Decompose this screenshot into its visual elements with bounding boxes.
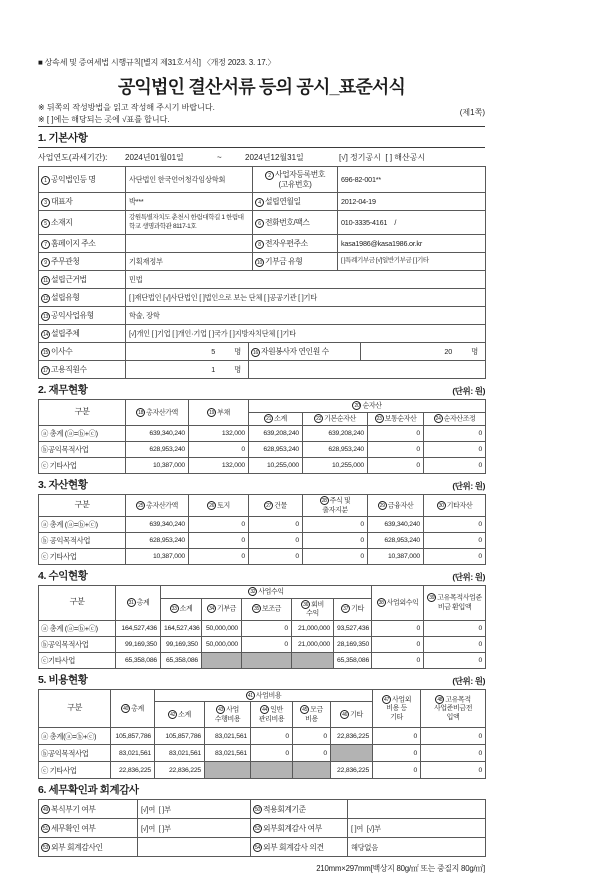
amount-cell: 628,953,240 xyxy=(249,442,303,458)
amount-cell: 10,387,000 xyxy=(126,549,189,565)
field-number: 14 xyxy=(41,330,50,339)
amount-cell: 0 xyxy=(424,636,486,652)
amount-cell: 99,169,350 xyxy=(161,636,202,652)
regulation-notice: ■ 상속세 및 증여세법 시행규칙[별지 제31호서식] 〈개정 2023. 3. 17.〉 xyxy=(38,58,276,67)
field-number: 10 xyxy=(255,258,264,267)
amount-cell: 83,021,561 xyxy=(205,728,251,745)
col-header-total: 31 총계 xyxy=(116,586,161,621)
establishment-type-checkboxes: [ ]재단법인 [√]사단법인 [ ]법인으로 보는 단체 [ ]공공기관 [ ]기타 xyxy=(126,289,486,307)
row-label-total: ⓐ 총계 (ⓐ=ⓑ+ⓒ) xyxy=(39,620,116,636)
period-start-date: 2024년01월01일 xyxy=(125,152,184,162)
field-number: 16 xyxy=(251,348,260,357)
amount-cell: 0 xyxy=(421,728,486,745)
amount-cell: 0 xyxy=(372,652,424,668)
amount-cell: 628,953,240 xyxy=(126,533,189,549)
col-header-fundraising-expenses: 45 모금 비용 xyxy=(293,702,331,728)
row-label-public-purpose: ⓑ 공익목적사업 xyxy=(39,533,126,549)
blocked-cell xyxy=(205,762,251,779)
basic-info-table-a xyxy=(38,166,486,271)
business-year-label: 사업연도(과세기간): xyxy=(38,152,108,162)
col-header-program-expenses: 43 사업 수행비용 xyxy=(205,702,251,728)
col-header-gubun: 구분 xyxy=(39,689,111,728)
amount-cell: 0 xyxy=(189,442,249,458)
field-number: 17 xyxy=(41,366,50,375)
amount-cell: 50,000,000 xyxy=(202,620,242,636)
field-label-tax-confirmation: 51 세무확인 여부 xyxy=(39,819,138,838)
amount-cell: 0 xyxy=(249,549,303,565)
col-header-gubun: 구분 xyxy=(39,495,126,517)
row-label-other-business: ⓒ 기타사업 xyxy=(39,762,111,779)
field-number: 12 xyxy=(41,294,50,303)
field-label-external-auditor: 53 외부 회계감사인 xyxy=(39,838,138,857)
section-2-title: 2. 재무현황 xyxy=(38,384,88,396)
amount-cell: 639,340,240 xyxy=(368,517,424,533)
amount-cell: 0 xyxy=(189,517,249,533)
amount-cell: 164,527,436 xyxy=(161,620,202,636)
field-label-email: 8 전자우편주소 xyxy=(253,235,338,253)
col-header-subtotal: 33 소계 xyxy=(161,598,202,620)
instruction-line-1: ※ 뒤쪽의 작성방법을 읽고 작성해 주시기 바랍니다. xyxy=(38,103,215,112)
amount-cell: 0 xyxy=(424,533,486,549)
amount-cell: 639,208,240 xyxy=(249,426,303,442)
amount-cell: 10,387,000 xyxy=(126,458,189,474)
amount-cell: 0 xyxy=(303,517,368,533)
section-6-heading xyxy=(38,779,485,799)
col-header-gubun: 구분 xyxy=(39,400,126,426)
section-2-heading xyxy=(38,379,485,399)
accounting-standard-value xyxy=(348,800,486,819)
volunteers-count-value: 20 명 xyxy=(361,343,486,361)
col-header-reserve-transfer: 48 고유목적 사업준비금전 입액 xyxy=(421,689,486,728)
row-label-other-business: ⓒ기타사업 xyxy=(39,652,116,668)
col-header-land: 26 토지 xyxy=(189,495,249,517)
field-label-website: 7 홈페이지 주소 xyxy=(39,235,126,253)
amount-cell: 65,358,086 xyxy=(116,652,161,668)
field-number: 2 xyxy=(265,171,274,180)
unit-label: (단위: 원) xyxy=(452,675,485,686)
corp-name-value: 사단법인 한국언어청각임상학회 xyxy=(126,167,253,193)
col-header-other: 37 기타 xyxy=(334,598,372,620)
col-header-basic-net-assets: 22 기본순자산 xyxy=(303,413,368,426)
col-header-non-business-expenses: 47 사업외 비용 등 기타 xyxy=(373,689,421,728)
founding-date-value: 2012-04-19 xyxy=(338,193,486,211)
amount-cell: 0 xyxy=(424,517,486,533)
amount-cell: 0 xyxy=(424,620,486,636)
section-4-title: 4. 수익현황 xyxy=(38,570,88,582)
amount-cell: 99,169,350 xyxy=(116,636,161,652)
field-number: 4 xyxy=(255,198,264,207)
amount-cell: 22,836,225 xyxy=(331,762,373,779)
amount-cell: 0 xyxy=(373,762,421,779)
col-header-other: 46 기타 xyxy=(331,702,373,728)
field-label-volunteers-count: 16 자원봉사자 연인원 수 xyxy=(249,343,361,361)
amount-cell: 0 xyxy=(189,533,249,549)
amount-cell: 0 xyxy=(303,549,368,565)
field-label-founder-type: 14 설립주체 xyxy=(39,325,126,343)
external-auditor-value xyxy=(138,838,251,857)
amount-cell: 0 xyxy=(249,533,303,549)
amount-cell: 93,527,436 xyxy=(334,620,372,636)
section-1-heading xyxy=(38,126,485,148)
field-label-phone-fax: 6 전화번호/팩스 xyxy=(253,211,338,235)
col-header-other-assets: 30 기타자산 xyxy=(424,495,486,517)
blocked-cell xyxy=(202,652,242,668)
external-audit-checkboxes: [ ]여 [√]부 xyxy=(348,819,486,838)
col-header-building: 27 건물 xyxy=(249,495,303,517)
col-header-net-asset-adjustment: 24 순자산조정 xyxy=(424,413,486,426)
col-header-total-assets: 18 총자산가액 xyxy=(126,400,189,426)
amount-cell: 22,836,225 xyxy=(155,762,205,779)
col-header-financial-assets: 29 금융자산 xyxy=(368,495,424,517)
field-number: 7 xyxy=(41,240,50,249)
amount-cell: 628,953,240 xyxy=(303,442,368,458)
tilde: ~ xyxy=(217,152,222,162)
field-number: 13 xyxy=(41,312,50,321)
field-number: 5 xyxy=(41,219,50,228)
basic-info-table-c xyxy=(38,342,486,361)
instruction-line-2: ※ [ ]에는 해당되는 곳에 √표를 합니다. xyxy=(38,115,170,124)
amount-cell: 0 xyxy=(189,549,249,565)
double-entry-checkboxes: [√]여 [ ]부 xyxy=(138,800,251,819)
col-header-non-business-revenue: 38 사업외수익 xyxy=(372,586,424,621)
amount-cell: 0 xyxy=(368,426,424,442)
amount-cell: 0 xyxy=(293,745,331,762)
section-3-title: 3. 자산현황 xyxy=(38,479,88,491)
field-number: 11 xyxy=(41,276,50,285)
field-label-corp-name: 1 공익법인등 명 xyxy=(39,167,126,193)
field-label-external-audit: 52 외부회계감사 여부 xyxy=(251,819,348,838)
col-header-business-revenue: 32 사업수익 xyxy=(161,586,372,599)
field-label-business-reg-no: 2 사업자등록번호 (고유번호) xyxy=(253,167,338,193)
amount-cell: 0 xyxy=(373,745,421,762)
field-label-authority: 9 주무관청 xyxy=(39,253,126,271)
unit-label: (단위: 원) xyxy=(452,386,485,396)
amount-cell: 639,340,240 xyxy=(126,517,189,533)
directors-count-value: 5 명 xyxy=(126,343,249,361)
amount-cell: 0 xyxy=(372,636,424,652)
col-header-total: 40 총계 xyxy=(111,689,155,728)
amount-cell: 639,208,240 xyxy=(303,426,368,442)
field-label-audit-opinion: 54 외부 회계감사 의견 xyxy=(251,838,348,857)
amount-cell: 83,021,561 xyxy=(205,745,251,762)
field-label-representative: 3 대표자 xyxy=(39,193,126,211)
amount-cell: 0 xyxy=(368,458,424,474)
amount-cell: 628,953,240 xyxy=(126,442,189,458)
basic-info-table-b xyxy=(38,270,486,343)
amount-cell: 628,953,240 xyxy=(368,533,424,549)
col-header-reserve-reversal: 39 고유목적사업준 비금 환입액 xyxy=(424,586,486,621)
row-label-other-business: ⓒ 기타사업 xyxy=(39,458,126,474)
field-label-accounting-standard: 50 적용회계기준 xyxy=(251,800,348,819)
form-content xyxy=(38,57,485,874)
col-header-net-assets: 20 순자산 xyxy=(249,400,486,413)
row-label-other-business: ⓒ 기타사업 xyxy=(39,549,126,565)
field-number: 15 xyxy=(41,348,50,357)
field-number: 3 xyxy=(41,198,50,207)
financial-status-table xyxy=(38,399,486,474)
col-header-subtotal: 42 소계 xyxy=(155,702,205,728)
unit-label: 명 xyxy=(471,347,478,356)
row-label-total: ⓐ 총계 (ⓐ=ⓑ+ⓒ) xyxy=(39,517,126,533)
col-header-admin-expenses: 44 일반 관리비용 xyxy=(251,702,293,728)
website-value xyxy=(126,235,253,253)
paper-spec-footer: 210mm×297mm[백상지 80g/㎡ 또는 중질지 80g/㎡] xyxy=(316,864,485,874)
amount-cell: 0 xyxy=(424,458,486,474)
business-reg-no-value: 696-82-001** xyxy=(338,167,486,193)
field-number: 8 xyxy=(255,240,264,249)
amount-cell: 0 xyxy=(293,728,331,745)
amount-cell: 0 xyxy=(242,620,292,636)
amount-cell: 83,021,561 xyxy=(111,745,155,762)
row-label-public-purpose: ⓑ공익목적사업 xyxy=(39,745,111,762)
address-value: 강원특별자치도 춘천시 한림대학길 1 한림대학교 생명과학관 8117-1호 xyxy=(126,211,253,235)
unit-label: 명 xyxy=(234,347,241,356)
field-label-founding-law: 11 설립근거법 xyxy=(39,271,126,289)
amount-cell: 21,000,000 xyxy=(292,620,334,636)
unit-label: (단위: 원) xyxy=(452,481,485,491)
founding-law-value: 민법 xyxy=(126,271,486,289)
empty-cell xyxy=(249,361,486,379)
col-header-stocks-equity: 28 주식 및 출자지분 xyxy=(303,495,368,517)
audit-opinion-value: 해당없음 xyxy=(348,838,486,857)
representative-value: 박*** xyxy=(126,193,253,211)
amount-cell: 65,358,086 xyxy=(334,652,372,668)
section-1-title: 1. 기본사항 xyxy=(38,132,88,144)
col-header-donations: 34 기부금 xyxy=(202,598,242,620)
amount-cell: 0 xyxy=(424,652,486,668)
amount-cell: 10,387,000 xyxy=(368,549,424,565)
field-label-address: 5 소재지 xyxy=(39,211,126,235)
row-label-public-purpose: ⓑ공익목적사업 xyxy=(39,636,116,652)
field-label-directors-count: 15 이사수 xyxy=(39,343,126,361)
field-label-founding-date: 4 설립연월일 xyxy=(253,193,338,211)
unit-label: (단위: 원) xyxy=(452,572,485,582)
amount-cell: 0 xyxy=(251,728,293,745)
amount-cell: 105,857,786 xyxy=(155,728,205,745)
email-value: kasa1986@kasa1986.or.kr xyxy=(338,235,486,253)
amount-cell: 83,021,561 xyxy=(155,745,205,762)
col-header-liabilities: 19 부채 xyxy=(189,400,249,426)
blocked-cell xyxy=(251,762,293,779)
field-label-establishment-type: 12 설립유형 xyxy=(39,289,126,307)
period-end-date: 2024년12월31일 xyxy=(245,152,304,162)
amount-cell: 0 xyxy=(242,636,292,652)
instructions xyxy=(38,102,485,126)
unit-label: 명 xyxy=(234,365,241,374)
field-label-public-service-type: 13 공익사업유형 xyxy=(39,307,126,325)
amount-cell: 10,255,000 xyxy=(303,458,368,474)
tax-audit-table xyxy=(38,799,486,857)
amount-cell: 132,000 xyxy=(189,458,249,474)
amount-cell: 105,857,786 xyxy=(111,728,155,745)
revenue-status-table xyxy=(38,585,486,669)
amount-cell: 0 xyxy=(421,762,486,779)
amount-cell: 22,836,225 xyxy=(331,728,373,745)
section-5-title: 5. 비용현황 xyxy=(38,673,88,686)
col-header-ordinary-net-assets: 23 보통순자산 xyxy=(368,413,424,426)
blocked-cell xyxy=(292,652,334,668)
amount-cell: 0 xyxy=(249,517,303,533)
row-label-public-purpose: ⓑ공익목적사업 xyxy=(39,442,126,458)
amount-cell: 22,836,225 xyxy=(111,762,155,779)
business-year-row xyxy=(38,148,485,166)
amount-cell: 639,340,240 xyxy=(126,426,189,442)
amount-cell: 0 xyxy=(303,533,368,549)
col-header-total-assets: 25 총자산가액 xyxy=(126,495,189,517)
col-header-subtotal: 21 소계 xyxy=(249,413,303,426)
section-5-heading xyxy=(38,669,485,689)
amount-cell: 0 xyxy=(424,442,486,458)
phone-fax-value: 010-3335-4161 / xyxy=(338,211,486,235)
amount-cell: 0 xyxy=(424,426,486,442)
page-title: 공익법인 결산서류 등의 공시_표준서식 xyxy=(117,77,406,97)
field-number: 9 xyxy=(41,258,50,267)
amount-cell: 21,000,000 xyxy=(292,636,334,652)
public-service-type-value: 학술, 장학 xyxy=(126,307,486,325)
tax-confirmation-checkboxes: [√]여 [ ]부 xyxy=(138,819,251,838)
founder-type-checkboxes: [√]개인 [ ]기업 [ ]개인·기업 [ ]국가 [ ]지방자치단체 [ ]기타 xyxy=(126,325,486,343)
amount-cell: 65,358,086 xyxy=(161,652,202,668)
col-header-gubun: 구분 xyxy=(39,586,116,621)
amount-cell: 132,000 xyxy=(189,426,249,442)
amount-cell: 10,255,000 xyxy=(249,458,303,474)
amount-cell: 164,527,436 xyxy=(116,620,161,636)
basic-info-table-d xyxy=(38,360,486,379)
row-label-total: ⓐ 총계 (ⓐ=ⓑ+ⓒ) xyxy=(39,426,126,442)
col-header-membership-fees: 36 회비 수익 xyxy=(292,598,334,620)
amount-cell: 28,169,350 xyxy=(334,636,372,652)
field-label-employees-count: 17 고용직원수 xyxy=(39,361,126,379)
field-label-donation-type: 10 기부금 유형 xyxy=(253,253,338,271)
page-number: (제1쪽) xyxy=(459,108,485,117)
blocked-cell xyxy=(242,652,292,668)
expense-status-table xyxy=(38,689,486,780)
blocked-cell xyxy=(331,745,373,762)
field-number: 6 xyxy=(255,219,264,228)
amount-cell: 50,000,000 xyxy=(202,636,242,652)
authority-value: 기획재정부 xyxy=(126,253,253,271)
asset-status-table xyxy=(38,494,486,565)
col-header-subsidies: 35 보조금 xyxy=(242,598,292,620)
amount-cell: 0 xyxy=(421,745,486,762)
donation-type-checkboxes: [ ]특례기부금 [√]일반기부금 [ ]기타 xyxy=(338,253,486,271)
disclosure-type-checkboxes: [√] 정기공시 [ ] 해산공시 xyxy=(339,152,426,162)
amount-cell: 0 xyxy=(424,549,486,565)
row-label-total: ⓐ 총계(ⓐ=ⓑ+ⓒ) xyxy=(39,728,111,745)
amount-cell: 0 xyxy=(368,442,424,458)
field-number: 1 xyxy=(41,176,50,185)
amount-cell: 0 xyxy=(251,745,293,762)
section-4-heading xyxy=(38,565,485,585)
section-6-title: 6. 세무확인과 회계감사 xyxy=(38,784,139,797)
col-header-business-expenses: 41 사업비용 xyxy=(155,689,373,702)
blocked-cell xyxy=(293,762,331,779)
section-3-heading xyxy=(38,474,485,494)
amount-cell: 0 xyxy=(373,728,421,745)
employees-count-value: 1 명 xyxy=(126,361,249,379)
field-label-double-entry: 49 복식부기 여부 xyxy=(39,800,138,819)
amount-cell: 0 xyxy=(372,620,424,636)
